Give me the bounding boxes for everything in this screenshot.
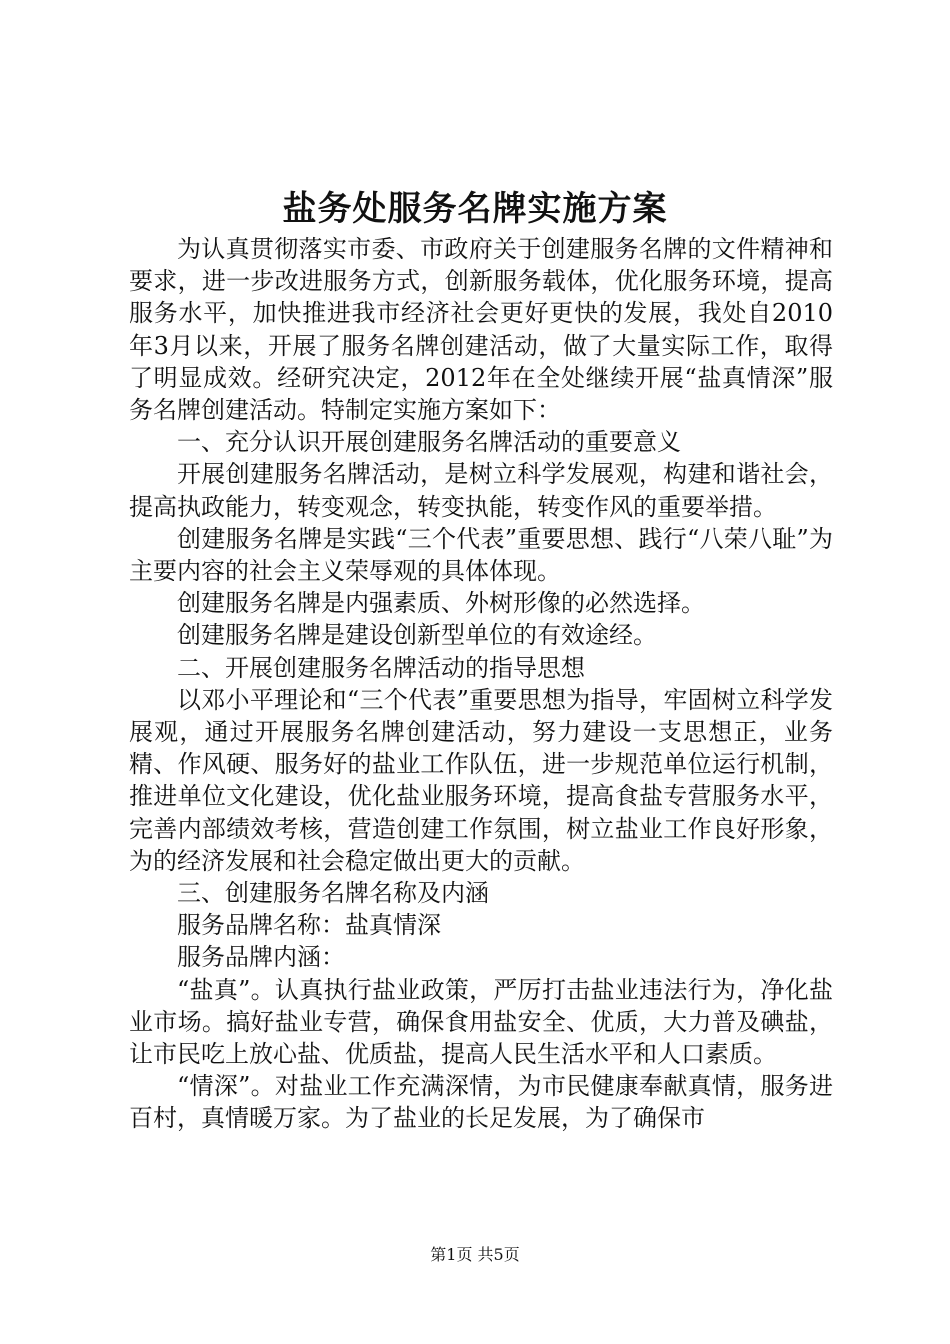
body-paragraph: 创建服务名牌是实践“三个代表”重要思想、践行“八荣八耻”为主要内容的社会主义荣辱观的具体体现。 [129,524,833,586]
document-title: 盐务处服务名牌实施方案 [282,189,668,229]
section-heading-2: 二、开展创建服务名牌活动的指导思想 [177,653,585,682]
brand-name-line: 服务品牌名称：盐真情深 [177,911,441,940]
body-paragraph: “盐真”。认真执行盐业政策，严厉打击盐业违法行为，净化盐业市场。搞好盐业专营，确保食用盐安全、优质，大力普及碘盐，让市民吃上放心盐、优质盐，提高人民生活水平和人口素质。 [129,975,833,1069]
intro-paragraph: 为认真贯彻落实市委、市政府关于创建服务名牌的文件精神和要求，进一步改进服务方式，创新服务载体，优化服务环境，提高服务水平，加快推进我市经济社会更好更快的发展，我处自2010年3月以来，开展了服务名牌创建活动，做了大量实际工作，取得了明显成效。经研究决定，2012年在全处继续开展“盐真情深”服务名牌创建活动。特制定实施方案如下： [129,235,833,425]
body-paragraph: “情深”。对盐业工作充满深情，为市民健康奉献真情，服务进百村，真情暖万家。为了盐业的长足发展，为了确保市 [129,1072,833,1133]
body-paragraph: 创建服务名牌是建设创新型单位的有效途经。 [177,621,657,650]
section-heading-3: 三、创建服务名牌名称及内涵 [177,879,489,908]
document-body [129,233,833,1135]
page-footer: 第1页 共5页 [430,1245,520,1264]
body-paragraph: 以邓小平理论和“三个代表”重要思想为指导，牢固树立科学发展观，通过开展服务名牌创建活动，努力建设一支思想正，业务精、作风硬、服务好的盐业工作队伍，进一步规范单位运行机制，推进单位文化建设，优化盐业服务环境，提高食盐专营服务水平，完善内部绩效考核，营造创建工作氛围，树立盐业工作良好形象，为的经济发展和社会稳定做出更大的贡献。 [129,685,833,875]
body-paragraph: 创建服务名牌是内强素质、外树形像的必然选择。 [177,589,705,618]
brand-meaning-line: 服务品牌内涵： [177,943,345,972]
body-paragraph: 开展创建服务名牌活动，是树立科学发展观，构建和谐社会，提高执政能力，转变观念，转变执能，转变作风的重要举措。 [129,460,833,521]
section-heading-1: 一、充分认识开展创建服务名牌活动的重要意义 [177,428,681,457]
